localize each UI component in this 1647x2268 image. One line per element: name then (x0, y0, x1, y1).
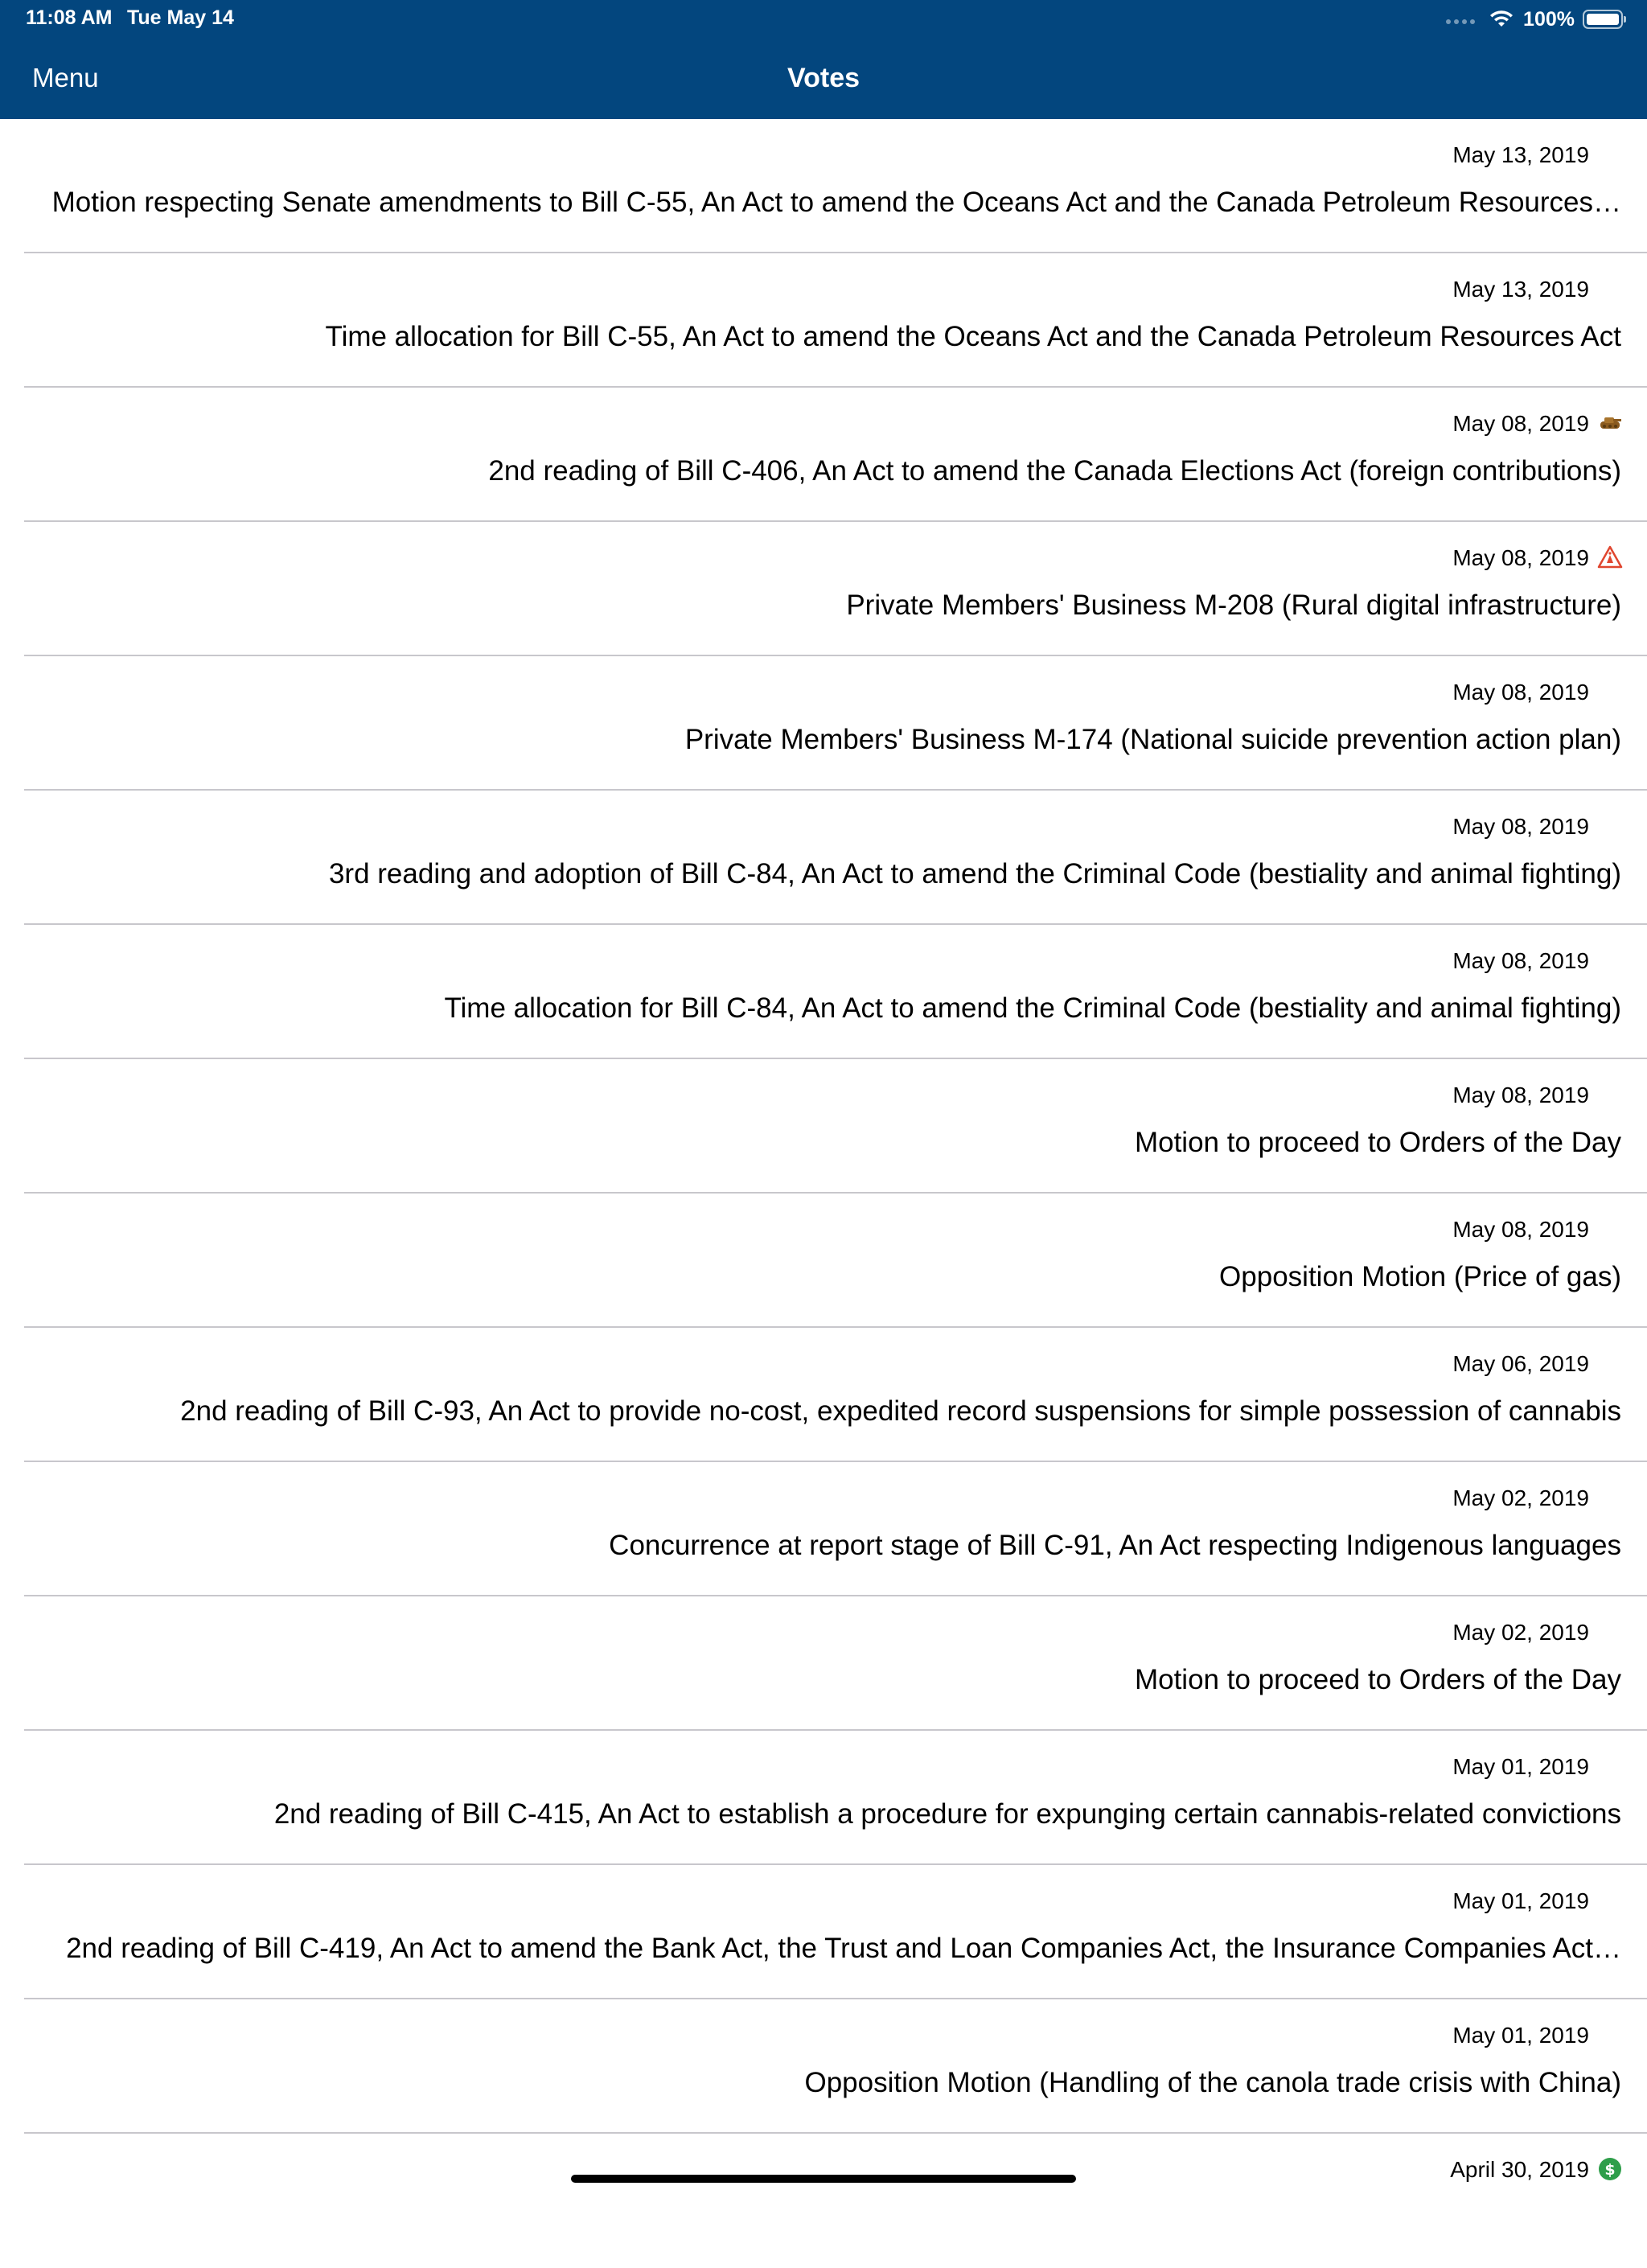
menu-button[interactable]: Menu (32, 63, 99, 92)
vote-date: May 08, 2019 (1452, 1217, 1589, 1242)
vote-date: May 13, 2019 (1452, 142, 1589, 167)
vote-title: 2nd reading of Bill C-93, An Act to provide no-cost, expedited record suspensions for simple possession of cannabis (180, 1395, 1621, 1427)
svg-text:$: $ (1604, 2161, 1616, 2179)
vote-row[interactable] (0, 1999, 1647, 2134)
vote-title: 2nd reading of Bill C-415, An Act to establish a procedure for expunging certain cannabis-related convictions (273, 1798, 1621, 1830)
vote-row[interactable] (0, 656, 1647, 791)
vote-row[interactable] (0, 791, 1647, 925)
vote-date: May 01, 2019 (1452, 1888, 1589, 1913)
vote-row[interactable] (0, 388, 1647, 522)
vote-title: Time allocation for Bill C-84, An Act to amend the Criminal Code (bestiality and animal fighting) (444, 992, 1621, 1024)
vote-row[interactable] (0, 1059, 1647, 1194)
vote-row[interactable] (0, 119, 1647, 253)
vote-title: Time allocation for Bill C-55, An Act to amend the Oceans Act and the Canada Petroleum Resources Act (325, 321, 1621, 352)
vote-date: May 08, 2019 (1452, 545, 1589, 570)
vote-date: May 02, 2019 (1452, 1620, 1589, 1645)
vote-date: May 01, 2019 (1452, 2023, 1589, 2048)
vote-title: Opposition Motion (Handling of the canola trade crisis with China) (804, 2067, 1621, 2098)
vote-title: Opposition Motion (Price of gas) (1219, 1261, 1621, 1292)
tank-icon (1597, 410, 1623, 436)
vote-date: May 13, 2019 (1452, 277, 1589, 302)
status-time: 11:08 AM (26, 6, 113, 29)
votes-list (0, 119, 1647, 2268)
vote-row[interactable] (0, 1194, 1647, 1328)
vote-date: May 02, 2019 (1452, 1485, 1589, 1510)
battery-icon (1583, 10, 1623, 29)
home-indicator[interactable] (571, 2175, 1076, 2183)
app-header (0, 0, 1647, 119)
cellular-signal-icon (1446, 19, 1475, 24)
vote-date: May 08, 2019 (1452, 948, 1589, 973)
vote-row[interactable] (0, 522, 1647, 656)
vote-date: May 08, 2019 (1452, 680, 1589, 705)
vote-title: Concurrence at report stage of Bill C-91, An Act respecting Indigenous languages (609, 1530, 1621, 1561)
vote-title: 2nd reading of Bill C-419, An Act to amend the Bank Act, the Trust and Loan Companies Act, the Insurance Companies Act… (66, 1933, 1621, 1964)
vote-row[interactable] (0, 1596, 1647, 1731)
status-date: Tue May 14 (127, 6, 234, 29)
vote-row[interactable] (0, 1865, 1647, 1999)
status-bar (0, 0, 1647, 39)
vote-title: 2nd reading of Bill C-406, An Act to amend the Canada Elections Act (foreign contributions) (488, 455, 1621, 487)
vote-date: May 06, 2019 (1452, 1351, 1589, 1376)
vote-date: May 08, 2019 (1452, 814, 1589, 839)
vote-title: Private Members' Business M-208 (Rural digital infrastructure) (846, 590, 1621, 621)
dollar-icon (1597, 2156, 1623, 2182)
vote-title: Motion to proceed to Orders of the Day (1134, 1127, 1621, 1158)
vote-date: May 08, 2019 (1452, 1083, 1589, 1107)
status-indicators (1446, 6, 1623, 32)
vote-row[interactable] (0, 253, 1647, 388)
battery-percentage: 100% (1523, 7, 1575, 31)
vote-row[interactable] (0, 2134, 1647, 2268)
vote-date: May 01, 2019 (1452, 1754, 1589, 1779)
vote-date: April 30, 2019 (1450, 2157, 1589, 2182)
warning-icon (1597, 544, 1623, 570)
vote-title: Motion respecting Senate amendments to Bill C-55, An Act to amend the Oceans Act and the Canada Petroleum Resources… (51, 187, 1621, 218)
vote-title: Private Members' Business M-174 (National suicide prevention action plan) (684, 724, 1621, 755)
vote-row[interactable] (0, 925, 1647, 1059)
page-title: Votes (787, 63, 860, 93)
vote-date: May 08, 2019 (1452, 411, 1589, 436)
vote-title: 3rd reading and adoption of Bill C-84, An Act to amend the Criminal Code (bestiality and animal fighting) (328, 858, 1621, 890)
wifi-icon (1489, 10, 1514, 28)
vote-row[interactable] (0, 1731, 1647, 1865)
vote-title: Motion to proceed to Orders of the Day (1134, 1664, 1621, 1695)
vote-row[interactable] (0, 1462, 1647, 1596)
vote-row[interactable] (0, 1328, 1647, 1462)
